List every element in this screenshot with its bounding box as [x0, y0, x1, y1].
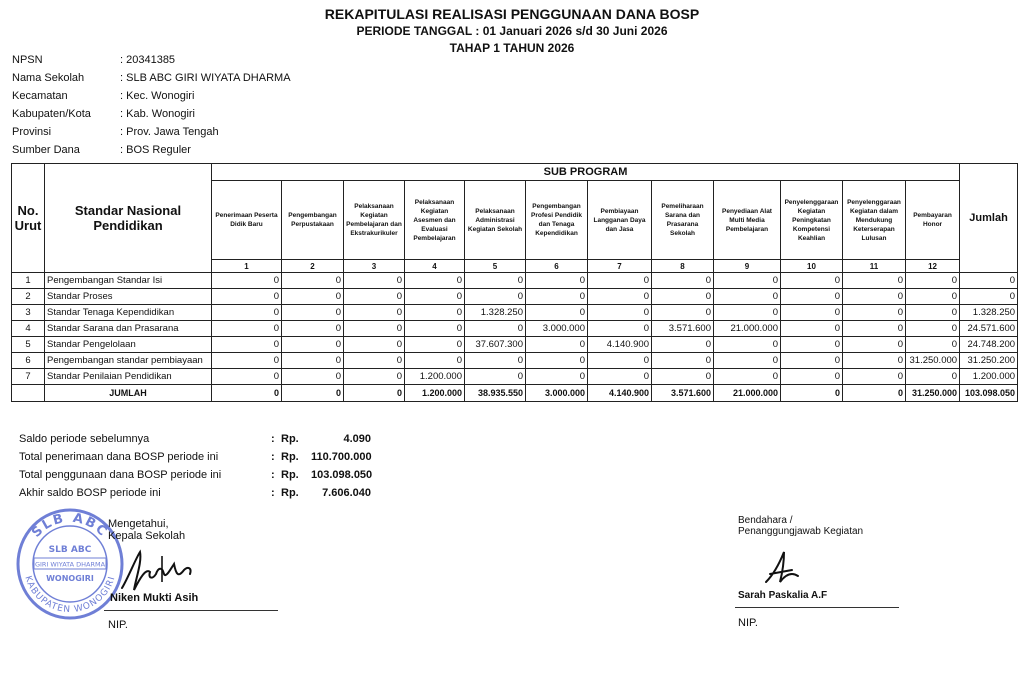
sub-program-column: Pengembangan Profesi Pendidik dan Tenaga Kependidikan — [526, 181, 588, 260]
sub-program-column-number: 5 — [465, 260, 526, 273]
row-standard-name: Standar Penilaian Pendidikan — [45, 369, 212, 385]
row-value: 0 — [652, 273, 714, 289]
summary-currency: Rp. — [281, 487, 299, 499]
row-value: 21.000.000 — [714, 321, 781, 337]
summary-value: 110.700.000 — [311, 451, 372, 463]
total-row — [12, 385, 1018, 402]
row-value: 1.328.250 — [465, 305, 526, 321]
info-value: : Kab. Wonogiri — [120, 108, 196, 120]
row-value: 0 — [212, 337, 282, 353]
sub-program-header: SUB PROGRAM — [212, 164, 960, 181]
sub-program-column: Penyediaan Alat Multi Media Pembelajaran — [714, 181, 781, 260]
row-value: 0 — [714, 289, 781, 305]
row-number: 7 — [12, 369, 45, 385]
summary-colon: : — [271, 469, 275, 481]
row-value: 0 — [906, 337, 960, 353]
row-value: 3.571.600 — [652, 321, 714, 337]
row-value: 0 — [344, 353, 405, 369]
row-value: 0 — [714, 337, 781, 353]
col-header-standard-line1: Standar Nasional — [74, 203, 182, 218]
summary-row — [19, 430, 371, 448]
grand-total: 103.098.050 — [960, 385, 1018, 402]
summary-currency: Rp. — [281, 469, 299, 481]
row-value: 0 — [526, 289, 588, 305]
info-value: : Kec. Wonogiri — [120, 90, 195, 102]
headmaster-title: Kepala Sekolah — [108, 530, 186, 542]
row-value: 0 — [282, 305, 344, 321]
row-value: 0 — [652, 369, 714, 385]
info-label: Kecamatan — [12, 90, 68, 102]
treasurer-title-1: Bendahara / — [738, 515, 793, 526]
row-value: 0 — [843, 369, 906, 385]
treasurer-block — [738, 515, 863, 537]
row-total: 0 — [960, 273, 1018, 289]
summary-row — [19, 448, 371, 466]
table-row — [12, 289, 1018, 305]
headmaster-block — [108, 518, 185, 542]
row-value: 0 — [282, 353, 344, 369]
row-value: 0 — [906, 273, 960, 289]
summary-currency: Rp. — [281, 451, 299, 463]
row-value: 0 — [465, 289, 526, 305]
info-label: Provinsi — [12, 126, 52, 138]
info-label: Kabupaten/Kota — [12, 108, 91, 120]
sub-program-column-number: 1 — [212, 260, 282, 273]
row-value: 1.200.000 — [405, 369, 465, 385]
col-header-no-line1: No. — [17, 203, 39, 218]
row-standard-name: Pengembangan Standar Isi — [45, 273, 212, 289]
sub-program-column-number: 12 — [906, 260, 960, 273]
row-value: 0 — [781, 321, 843, 337]
realization-table — [11, 163, 1018, 402]
sub-program-column-number: 8 — [652, 260, 714, 273]
table-row — [12, 305, 1018, 321]
sub-program-column: Pemeliharaan Sarana dan Prasarana Sekolah — [652, 181, 714, 260]
sub-program-column-number: 10 — [781, 260, 843, 273]
sub-program-column: Penerimaan Peserta Didik Baru — [212, 181, 282, 260]
row-number: 4 — [12, 321, 45, 337]
total-row-value: 1.200.000 — [405, 385, 465, 402]
sub-program-column-number: 3 — [344, 260, 405, 273]
headmaster-signature — [118, 548, 196, 594]
row-value: 0 — [843, 337, 906, 353]
row-value: 0 — [588, 369, 652, 385]
row-value: 0 — [344, 273, 405, 289]
row-value: 0 — [405, 337, 465, 353]
row-value: 0 — [588, 305, 652, 321]
row-value: 0 — [405, 289, 465, 305]
row-value: 0 — [714, 369, 781, 385]
row-value: 0 — [282, 321, 344, 337]
summary-colon: : — [271, 433, 275, 445]
row-value: 0 — [212, 321, 282, 337]
row-value: 0 — [282, 289, 344, 305]
info-row — [12, 105, 291, 123]
row-value: 0 — [652, 337, 714, 353]
sub-program-column-number: 11 — [843, 260, 906, 273]
sub-program-column: Pelaksanaan Kegiatan Asesmen dan Evaluasi Pembelajaran — [405, 181, 465, 260]
report-title: REKAPITULASI REALISASI PENGGUNAAN DANA BOSP — [324, 6, 700, 22]
sub-program-column: Pembayaran Honor — [906, 181, 960, 260]
treasurer-signature — [762, 550, 802, 586]
info-row — [12, 87, 291, 105]
col-header-standard-line2: Pendidikan — [93, 218, 163, 233]
row-value: 0 — [843, 273, 906, 289]
row-value: 0 — [405, 305, 465, 321]
headmaster-acknowledge: Mengetahui, — [108, 518, 169, 530]
stamp-ring-top: SLB ABC — [29, 510, 111, 541]
row-standard-name: Standar Pengelolaan — [45, 337, 212, 353]
row-total: 24.571.600 — [960, 321, 1018, 337]
row-standard-name: Standar Tenaga Kependidikan — [45, 305, 212, 321]
summary-label: Akhir saldo BOSP periode ini — [19, 487, 161, 499]
row-value: 0 — [465, 369, 526, 385]
info-value: : Prov. Jawa Tengah — [120, 126, 219, 138]
row-value: 0 — [526, 337, 588, 353]
row-value: 0 — [212, 305, 282, 321]
info-value: : SLB ABC GIRI WIYATA DHARMA — [120, 72, 291, 84]
row-number: 6 — [12, 353, 45, 369]
row-value: 0 — [652, 353, 714, 369]
total-row-value: 4.140.900 — [588, 385, 652, 402]
summary-row — [19, 484, 371, 502]
summary-colon: : — [271, 487, 275, 499]
row-value: 0 — [843, 321, 906, 337]
report-stage: TAHAP 1 TAHUN 2026 — [449, 41, 575, 55]
row-value: 0 — [212, 289, 282, 305]
row-value: 0 — [714, 273, 781, 289]
row-value: 0 — [906, 321, 960, 337]
row-value: 0 — [282, 273, 344, 289]
summary-colon: : — [271, 451, 275, 463]
sub-program-column: Penyelenggaraan Kegiatan Peningkatan Kompetensi Keahlian — [781, 181, 843, 260]
row-number: 3 — [12, 305, 45, 321]
sub-program-column-number: 6 — [526, 260, 588, 273]
row-value: 0 — [906, 305, 960, 321]
row-value: 0 — [781, 305, 843, 321]
row-value: 0 — [212, 273, 282, 289]
sub-program-column-number: 2 — [282, 260, 344, 273]
total-row-value: 0 — [282, 385, 344, 402]
info-label: NPSN — [12, 54, 43, 66]
row-value: 0 — [212, 369, 282, 385]
table-row — [12, 369, 1018, 385]
row-value: 0 — [344, 289, 405, 305]
total-row-label: JUMLAH — [45, 385, 212, 402]
treasurer-sign-line — [735, 607, 899, 608]
summary-label: Saldo periode sebelumnya — [19, 433, 150, 445]
col-header-no-line2: Urut — [14, 218, 42, 233]
sub-program-column: Penyelenggaraan Kegiatan dalam Mendukung Keterserapan Lulusan — [843, 181, 906, 260]
total-row-value: 38.935.550 — [465, 385, 526, 402]
sub-program-column-number: 7 — [588, 260, 652, 273]
row-total: 0 — [960, 289, 1018, 305]
sub-program-column-number: 4 — [405, 260, 465, 273]
row-value: 3.000.000 — [526, 321, 588, 337]
summary-value: 4.090 — [343, 433, 371, 445]
row-value: 0 — [906, 369, 960, 385]
row-value: 0 — [714, 353, 781, 369]
total-row-value: 0 — [843, 385, 906, 402]
row-value: 0 — [652, 305, 714, 321]
row-value: 0 — [465, 273, 526, 289]
sub-program-column: Pengembangan Perpustakaan — [282, 181, 344, 260]
row-value: 0 — [405, 273, 465, 289]
summary-value: 103.098.050 — [311, 469, 373, 481]
stamp-center-1: SLB ABC — [48, 545, 92, 555]
row-value: 0 — [843, 289, 906, 305]
row-value: 0 — [781, 369, 843, 385]
row-standard-name: Pengembangan standar pembiayaan — [45, 353, 212, 369]
total-row-value: 0 — [212, 385, 282, 402]
summary-label: Total penerimaan dana BOSP periode ini — [19, 451, 219, 463]
total-row-value: 3.571.600 — [652, 385, 714, 402]
col-header-standard — [45, 164, 212, 273]
total-row-value: 3.000.000 — [526, 385, 588, 402]
sub-program-column-number: 9 — [714, 260, 781, 273]
total-row-blank — [12, 385, 45, 402]
stamp-center-3: WONOGIRI — [46, 574, 94, 583]
row-value: 0 — [344, 305, 405, 321]
total-row-value: 0 — [344, 385, 405, 402]
row-value: 0 — [526, 273, 588, 289]
stamp-center-2: GIRI WIYATA DHARMA — [34, 560, 106, 569]
row-value: 0 — [465, 353, 526, 369]
row-value: 0 — [344, 337, 405, 353]
table-row — [12, 321, 1018, 337]
col-header-total: Jumlah — [960, 164, 1018, 273]
row-value: 0 — [588, 353, 652, 369]
row-total: 24.748.200 — [960, 337, 1018, 353]
svg-text:SLB ABC — [29, 511, 111, 541]
sub-program-column: Pelaksanaan Kegiatan Pembelajaran dan Ekstrakurikuler — [344, 181, 405, 260]
info-label: Sumber Dana — [12, 144, 80, 156]
row-value: 0 — [843, 353, 906, 369]
info-row — [12, 69, 291, 87]
row-value: 0 — [526, 369, 588, 385]
table-row — [12, 353, 1018, 369]
row-number: 1 — [12, 273, 45, 289]
row-value: 0 — [526, 305, 588, 321]
total-row-value: 21.000.000 — [714, 385, 781, 402]
summary-row — [19, 466, 371, 484]
row-total: 1.328.250 — [960, 305, 1018, 321]
table-row — [12, 273, 1018, 289]
info-value: : 20341385 — [120, 54, 176, 66]
row-standard-name: Standar Proses — [45, 289, 212, 305]
report-period: PERIODE TANGGAL : 01 Januari 2026 s/d 30 Juni 2026 — [356, 24, 668, 38]
headmaster-name: Niken Mukti Asih — [110, 592, 199, 604]
row-value: 0 — [588, 273, 652, 289]
balance-summary — [19, 430, 371, 502]
headmaster-sign-line — [104, 610, 278, 611]
row-value: 0 — [906, 289, 960, 305]
row-value: 0 — [344, 321, 405, 337]
treasurer-title-2: Penanggungjawab Kegiatan — [738, 526, 864, 537]
row-value: 0 — [465, 321, 526, 337]
row-value: 37.607.300 — [465, 337, 526, 353]
row-value: 0 — [781, 289, 843, 305]
col-header-no — [12, 164, 45, 273]
stamp-ring-bottom: KABUPATEN WONOGIRI — [22, 574, 118, 616]
summary-value: 7.606.040 — [322, 487, 371, 499]
row-value: 4.140.900 — [588, 337, 652, 353]
row-number: 2 — [12, 289, 45, 305]
info-row — [12, 141, 291, 159]
row-value: 0 — [405, 353, 465, 369]
row-value: 0 — [344, 369, 405, 385]
total-row-value: 0 — [781, 385, 843, 402]
school-info — [12, 51, 291, 159]
treasurer-name: Sarah Paskalia A.F — [738, 590, 828, 601]
table-row — [12, 337, 1018, 353]
summary-currency: Rp. — [281, 433, 299, 445]
row-value: 0 — [781, 353, 843, 369]
row-number: 5 — [12, 337, 45, 353]
report-header — [0, 6, 1024, 57]
info-label: Nama Sekolah — [12, 72, 85, 84]
treasurer-nip: NIP. — [738, 617, 758, 629]
sub-program-column: Pelaksanaan Administrasi Kegiatan Sekolah — [465, 181, 526, 260]
row-value: 0 — [282, 369, 344, 385]
row-value: 0 — [405, 321, 465, 337]
row-value: 0 — [212, 353, 282, 369]
row-value: 0 — [652, 289, 714, 305]
info-value: : BOS Reguler — [120, 144, 191, 156]
row-value: 0 — [714, 305, 781, 321]
row-value: 0 — [781, 273, 843, 289]
row-value: 0 — [781, 337, 843, 353]
row-value: 0 — [843, 305, 906, 321]
info-row — [12, 51, 291, 69]
headmaster-nip: NIP. — [108, 619, 128, 631]
row-standard-name: Standar Sarana dan Prasarana — [45, 321, 212, 337]
row-value: 0 — [282, 337, 344, 353]
sub-program-column: Pembiayaan Langganan Daya dan Jasa — [588, 181, 652, 260]
info-row — [12, 123, 291, 141]
row-value: 0 — [588, 321, 652, 337]
row-value: 0 — [588, 289, 652, 305]
summary-label: Total penggunaan dana BOSP periode ini — [19, 469, 222, 481]
row-value: 0 — [526, 353, 588, 369]
row-value: 31.250.000 — [906, 353, 960, 369]
total-row-value: 31.250.000 — [906, 385, 960, 402]
row-total: 31.250.200 — [960, 353, 1018, 369]
row-total: 1.200.000 — [960, 369, 1018, 385]
